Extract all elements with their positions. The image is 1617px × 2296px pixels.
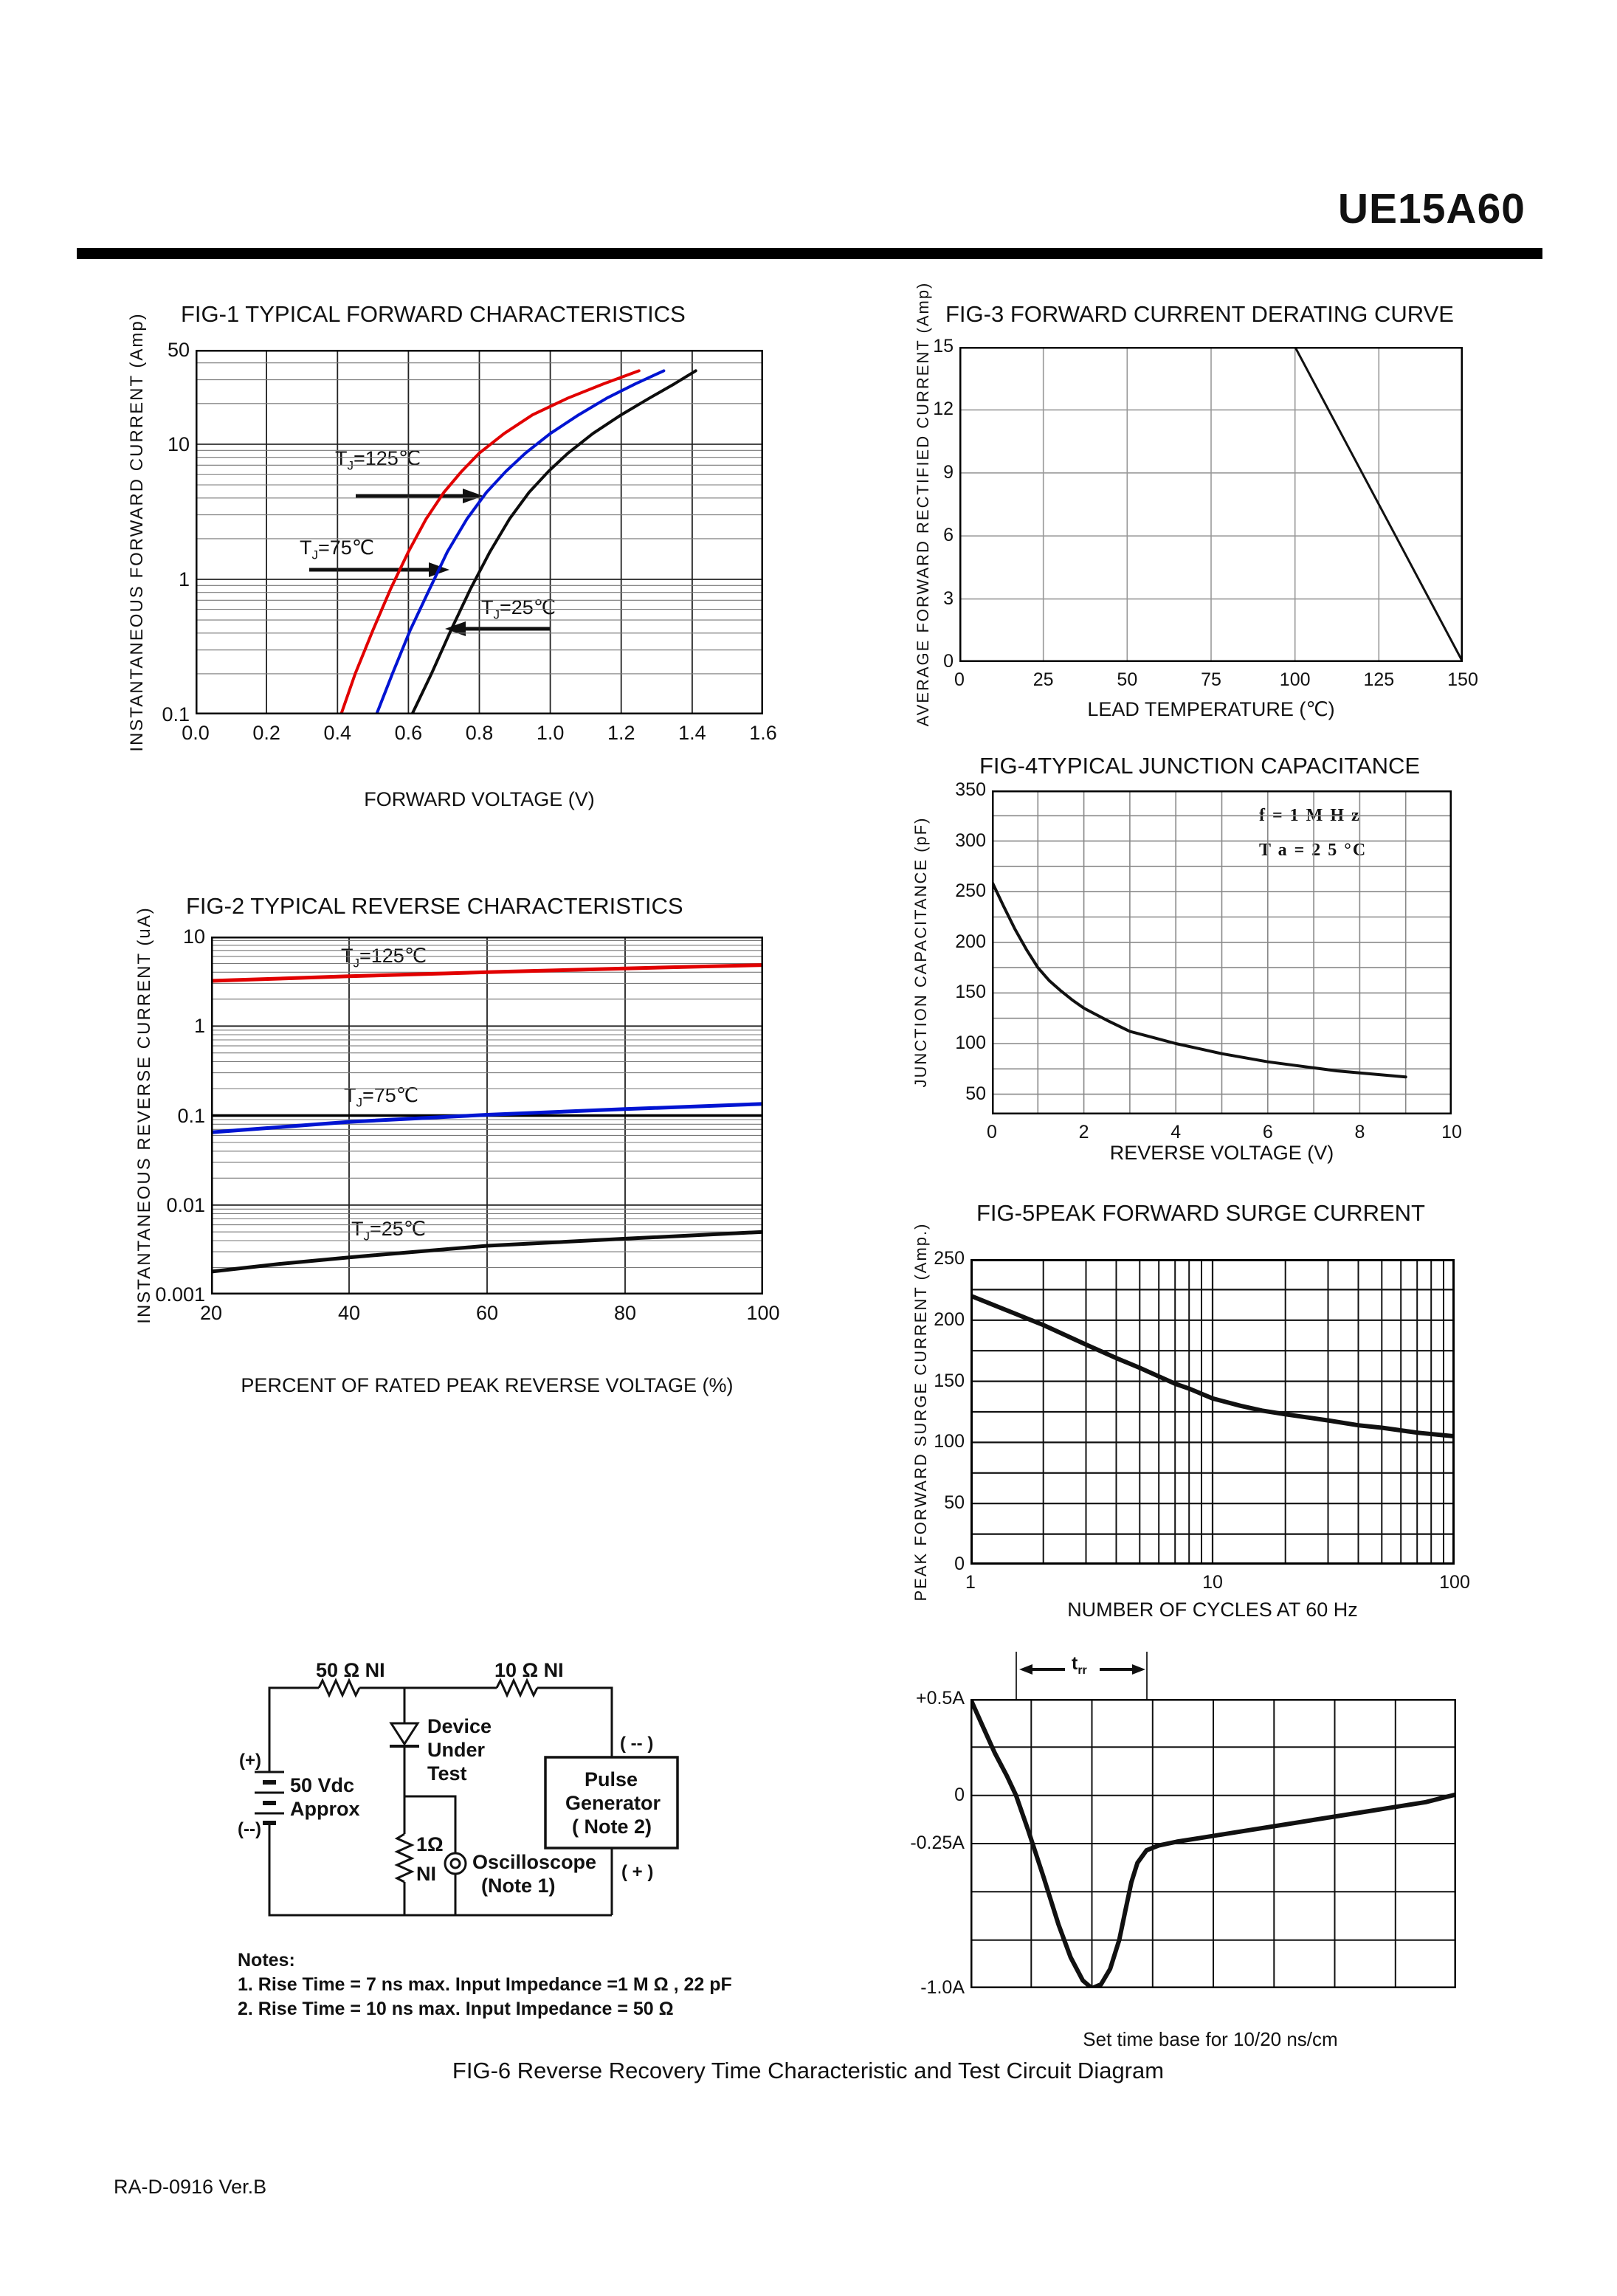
dut-label-line1: Device	[427, 1715, 492, 1737]
diode-icon	[390, 1723, 419, 1746]
fig1-x-axis-label: FORWARD VOLTAGE (V)	[364, 788, 595, 810]
fig6wave-y-tick-label: -0.25A	[910, 1833, 965, 1853]
fig2-title: FIG-2 TYPICAL REVERSE CHARACTERISTICS	[186, 893, 683, 919]
fig1-curve-label-75c: $T_J=75℃$	[297, 537, 382, 562]
note-1: 1. Rise Time = 7 ns max. Input Impedance =1 M Ω , 22 pF	[238, 1974, 732, 1995]
pulse-generator-label-line1: Pulse	[585, 1768, 638, 1790]
fig4-note-frequency: f = 1 M H z	[1259, 806, 1361, 825]
page-title: UE15A60	[1337, 185, 1525, 232]
fig4-y-tick-label: 300	[955, 830, 986, 851]
fig4-x-tick-label: 0	[987, 1122, 997, 1142]
fig3-x-tick-label: 0	[954, 669, 965, 690]
resistor-1ohm-icon	[397, 1834, 412, 1882]
fig2-curve-label-125c: $T_J=125℃$	[338, 945, 434, 971]
fig5-x-axis-label: NUMBER OF CYCLES AT 60 Hz	[1067, 1599, 1358, 1621]
fig5-y-tick-label: 0	[954, 1554, 965, 1574]
fig5-y-axis-label: PEAK FORWARD SURGE CURRENT (Amp.)	[911, 1222, 930, 1602]
document-number: RA-D-0916 Ver.B	[114, 2176, 267, 2198]
fig2-y-axis-label: INSTANTANEOUS REVERSE CURRENT (uA)	[134, 906, 154, 1324]
battery-minus-label: (--)	[238, 1819, 261, 1839]
fig1-series-0	[341, 370, 639, 714]
test-circuit-diagram	[221, 1646, 738, 1956]
fig1-plot	[196, 350, 763, 714]
fig4-y-tick-label: 250	[955, 880, 986, 902]
fig3-y-tick-label: 3	[943, 587, 954, 609]
pulse-generator-plus-label: ( + )	[621, 1862, 654, 1882]
fig5-y-tick-label: 150	[934, 1370, 965, 1391]
resistor-50ohm-icon	[319, 1680, 359, 1695]
resistor-10ohm-icon	[497, 1680, 537, 1695]
fig3-title: FIG-3 FORWARD CURRENT DERATING CURVE	[945, 301, 1454, 327]
fig1-title: FIG-1 TYPICAL FORWARD CHARACTERISTICS	[181, 301, 686, 327]
fig2-y-tick-label: 0.01	[166, 1193, 205, 1216]
battery-plus-label: (+)	[239, 1751, 261, 1771]
fig2-plot	[211, 937, 763, 1294]
fig4-x-tick-label: 2	[1078, 1122, 1089, 1142]
fig4-series-0	[992, 882, 1406, 1078]
arrow-left-trr-icon	[1019, 1664, 1065, 1675]
fig3-x-axis-label: LEAD TEMPERATURE (℃)	[1087, 698, 1335, 720]
dut-label-line3: Test	[427, 1762, 467, 1785]
trr-label: $t_{rr}$	[1072, 1653, 1087, 1677]
fig1-x-tick-label: 1.0	[536, 722, 565, 744]
fig2-y-tick-label: 1	[193, 1015, 205, 1038]
oscilloscope-icon	[445, 1853, 466, 1874]
resistor-50ohm-label: 50 Ω NI	[316, 1659, 385, 1681]
oscilloscope-label: Oscilloscope	[472, 1851, 597, 1873]
fig5-x-tick-label: 1	[965, 1572, 976, 1593]
dut-label-line2: Under	[427, 1739, 486, 1761]
fig4-y-axis-label: JUNCTION CAPACITANCE (pF)	[911, 816, 930, 1088]
fig2-x-tick-label: 40	[337, 1302, 361, 1324]
fig1-x-tick-label: 1.2	[607, 722, 635, 744]
title-rule	[77, 248, 1542, 259]
fig1-curve-label-25c: $T_J=25℃$	[478, 596, 563, 622]
notes-heading: Notes:	[238, 1950, 295, 1971]
fig3-y-tick-label: 15	[933, 336, 954, 356]
fig1-x-tick-label: 0.4	[323, 722, 352, 744]
fig3-y-tick-label: 0	[943, 651, 954, 672]
fig2-y-tick-label: 10	[182, 925, 205, 948]
fig1-x-tick-label: 1.4	[678, 722, 706, 744]
fig1-y-tick-label: 50	[167, 339, 190, 361]
fig2-x-tick-label: 80	[613, 1302, 637, 1324]
fig6wave-y-tick-label: -1.0A	[920, 1977, 965, 1998]
battery-icon	[255, 1772, 284, 1823]
fig1-curve-label-125c: $T_J=125℃$	[332, 447, 428, 473]
fig1-y-tick-label: 0.1	[162, 703, 190, 725]
oscilloscope-note-label: (Note 1)	[481, 1875, 556, 1897]
fig4-y-tick-label: 100	[955, 1032, 986, 1053]
fig3-plot	[959, 347, 1463, 662]
fig6wave-plot	[970, 1699, 1456, 1988]
fig5-plot	[970, 1259, 1455, 1565]
fig3-y-axis-label: AVERAGE FORWARD RECTIFIED CURRENT (Amp)	[914, 281, 932, 727]
arrow-right-trr-icon	[1100, 1664, 1145, 1675]
fig3-x-tick-label: 100	[1279, 669, 1311, 690]
pulse-generator-label-line3: ( Note 2)	[572, 1816, 652, 1838]
fig5-x-tick-label: 100	[1439, 1572, 1470, 1593]
fig1-y-tick-label: 10	[167, 432, 190, 455]
resistor-10ohm-label: 10 Ω NI	[494, 1659, 564, 1681]
fig3-x-tick-label: 25	[1032, 669, 1054, 690]
fig4-plot	[992, 790, 1452, 1114]
note-2: 2. Rise Time = 10 ns max. Input Impedance = 50 Ω	[238, 1999, 674, 2019]
fig5-title: FIG-5PEAK FORWARD SURGE CURRENT	[976, 1200, 1425, 1226]
fig6-caption: FIG-6 Reverse Recovery Time Characteristic and Test Circuit Diagram	[452, 2058, 1165, 2083]
fig5-y-tick-label: 200	[934, 1309, 965, 1330]
fig1-x-tick-label: 0.0	[182, 722, 210, 744]
battery-voltage-label-line2: Approx	[290, 1798, 360, 1820]
shunt-resistor-label-line2: NI	[416, 1863, 436, 1885]
fig3-x-tick-label: 50	[1117, 669, 1138, 690]
fig3-y-tick-label: 6	[943, 525, 954, 546]
pulse-generator-label-line2: Generator	[565, 1792, 661, 1814]
fig2-y-tick-label: 0.1	[177, 1104, 205, 1127]
fig3-x-tick-label: 125	[1363, 669, 1395, 690]
fig5-y-tick-label: 50	[944, 1492, 965, 1514]
fig3-y-tick-label: 9	[943, 461, 954, 483]
fig4-title: FIG-4TYPICAL JUNCTION CAPACITANCE	[979, 753, 1421, 779]
trr-annotation-overlay	[970, 1650, 1456, 1700]
fig5-x-tick-label: 10	[1202, 1572, 1223, 1593]
fig3-x-tick-label: 150	[1447, 669, 1478, 690]
fig6wave-y-tick-label: 0	[954, 1784, 965, 1805]
fig4-x-tick-label: 4	[1170, 1122, 1182, 1142]
battery-voltage-label-line1: 50 Vdc	[290, 1774, 355, 1796]
fig4-y-tick-label: 150	[955, 982, 986, 1003]
set-time-base-caption: Set time base for 10/20 ns/cm	[1083, 2028, 1338, 2050]
fig4-x-tick-label: 6	[1262, 1122, 1273, 1142]
fig2-x-tick-label: 100	[746, 1302, 780, 1324]
fig1-x-tick-label: 0.2	[252, 722, 280, 744]
pulse-generator-minus-label: ( -- )	[620, 1734, 654, 1754]
fig5-y-tick-label: 250	[934, 1248, 965, 1269]
fig2-y-tick-label: 0.001	[155, 1283, 205, 1306]
fig2-x-tick-label: 20	[199, 1302, 223, 1324]
fig3-x-tick-label: 75	[1201, 669, 1221, 690]
fig1-x-tick-label: 0.6	[394, 722, 423, 744]
fig4-y-tick-label: 350	[955, 779, 986, 800]
fig3-y-tick-label: 12	[933, 399, 954, 420]
fig2-x-tick-label: 60	[475, 1302, 499, 1324]
fig1-x-tick-label: 1.6	[749, 722, 777, 744]
fig2-curve-label-75c: $T_J=75℃$	[341, 1084, 426, 1110]
fig4-x-tick-label: 10	[1441, 1122, 1462, 1142]
fig4-x-tick-label: 8	[1354, 1122, 1365, 1142]
fig4-x-axis-label: REVERSE VOLTAGE (V)	[1109, 1142, 1334, 1164]
fig2-curve-label-25c: $T_J=25℃$	[348, 1218, 433, 1244]
shunt-resistor-label-line1: 1Ω	[416, 1833, 444, 1855]
fig4-note-temperature: T a = 2 5 °C	[1259, 841, 1368, 860]
fig1-y-axis-label: INSTANTANEOUS FORWARD CURRENT (Amp)	[127, 312, 147, 752]
fig6wave-y-tick-label: +0.5A	[915, 1688, 965, 1709]
fig4-y-tick-label: 50	[965, 1083, 986, 1104]
notes-block	[238, 1948, 732, 2021]
fig1-x-tick-label: 0.8	[465, 722, 494, 744]
fig5-y-tick-label: 100	[934, 1431, 965, 1452]
fig1-y-tick-label: 1	[178, 568, 190, 590]
fig4-y-tick-label: 200	[955, 931, 986, 952]
fig2-x-axis-label: PERCENT OF RATED PEAK REVERSE VOLTAGE (%)	[241, 1374, 734, 1396]
